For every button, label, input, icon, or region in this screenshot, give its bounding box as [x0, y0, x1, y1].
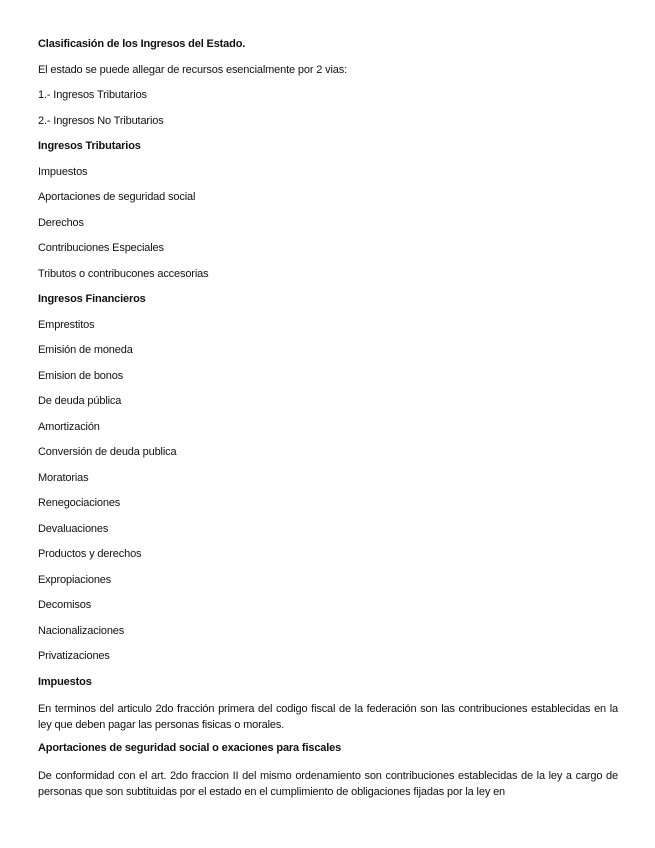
- section-heading-tributarios: Ingresos Tributarios: [38, 140, 141, 152]
- list-item: Conversión de deuda publica: [38, 446, 177, 458]
- list-item: Devaluaciones: [38, 522, 109, 535]
- list-item: Impuestos: [38, 165, 88, 178]
- intro-text: El estado se puede allegar de recursos esencialmente por 2 vias:: [38, 63, 347, 76]
- list-item: Aportaciones de seguridad social: [38, 191, 196, 203]
- list-item: Decomisos: [38, 599, 92, 611]
- list-item: Productos y derechos: [38, 548, 142, 560]
- document-title: Clasificasión de los Ingresos del Estado.: [38, 38, 246, 50]
- list-item: Emision de bonos: [38, 369, 124, 382]
- list-item: Derechos: [38, 216, 84, 229]
- section-heading-financieros: Ingresos Financieros: [38, 293, 146, 305]
- list-item: Expropiaciones: [38, 573, 112, 586]
- list-item: Emprestitos: [38, 318, 95, 331]
- list-item: Amortización: [38, 420, 100, 433]
- way-item: 1.- Ingresos Tributarios: [38, 89, 147, 101]
- way-item: 2.- Ingresos No Tributarios: [38, 114, 164, 127]
- section-heading-impuestos: Impuestos: [38, 675, 92, 688]
- list-item: De deuda pública: [38, 395, 122, 407]
- list-item: Privatizaciones: [38, 650, 110, 662]
- list-item: Renegociaciones: [38, 497, 121, 509]
- aportaciones-paragraph: De conformidad con el art. 2do fraccion II del mismo ordenamiento son contribuciones establecidas de la ley a cargo de personas que son subtituidas por el estado en el cumplimiento de obligaciones fijadas por la ley en: [38, 769, 618, 798]
- section-heading-aportaciones: Aportaciones de seguridad social o exaciones para fiscales: [38, 742, 342, 754]
- list-item: Tributos o contribucones accesorias: [38, 267, 209, 280]
- list-item: Emisión de moneda: [38, 344, 133, 356]
- list-item: Nacionalizaciones: [38, 624, 125, 637]
- document-page: [38, 38, 618, 809]
- list-item: Contribuciones Especiales: [38, 242, 164, 254]
- impuestos-paragraph: En terminos del articulo 2do fracción primera del codigo fiscal de la federación son las contribuciones establecidas en la ley que deben pagar las personas fisicas o morales.: [38, 703, 618, 731]
- list-item: Moratorias: [38, 471, 89, 484]
